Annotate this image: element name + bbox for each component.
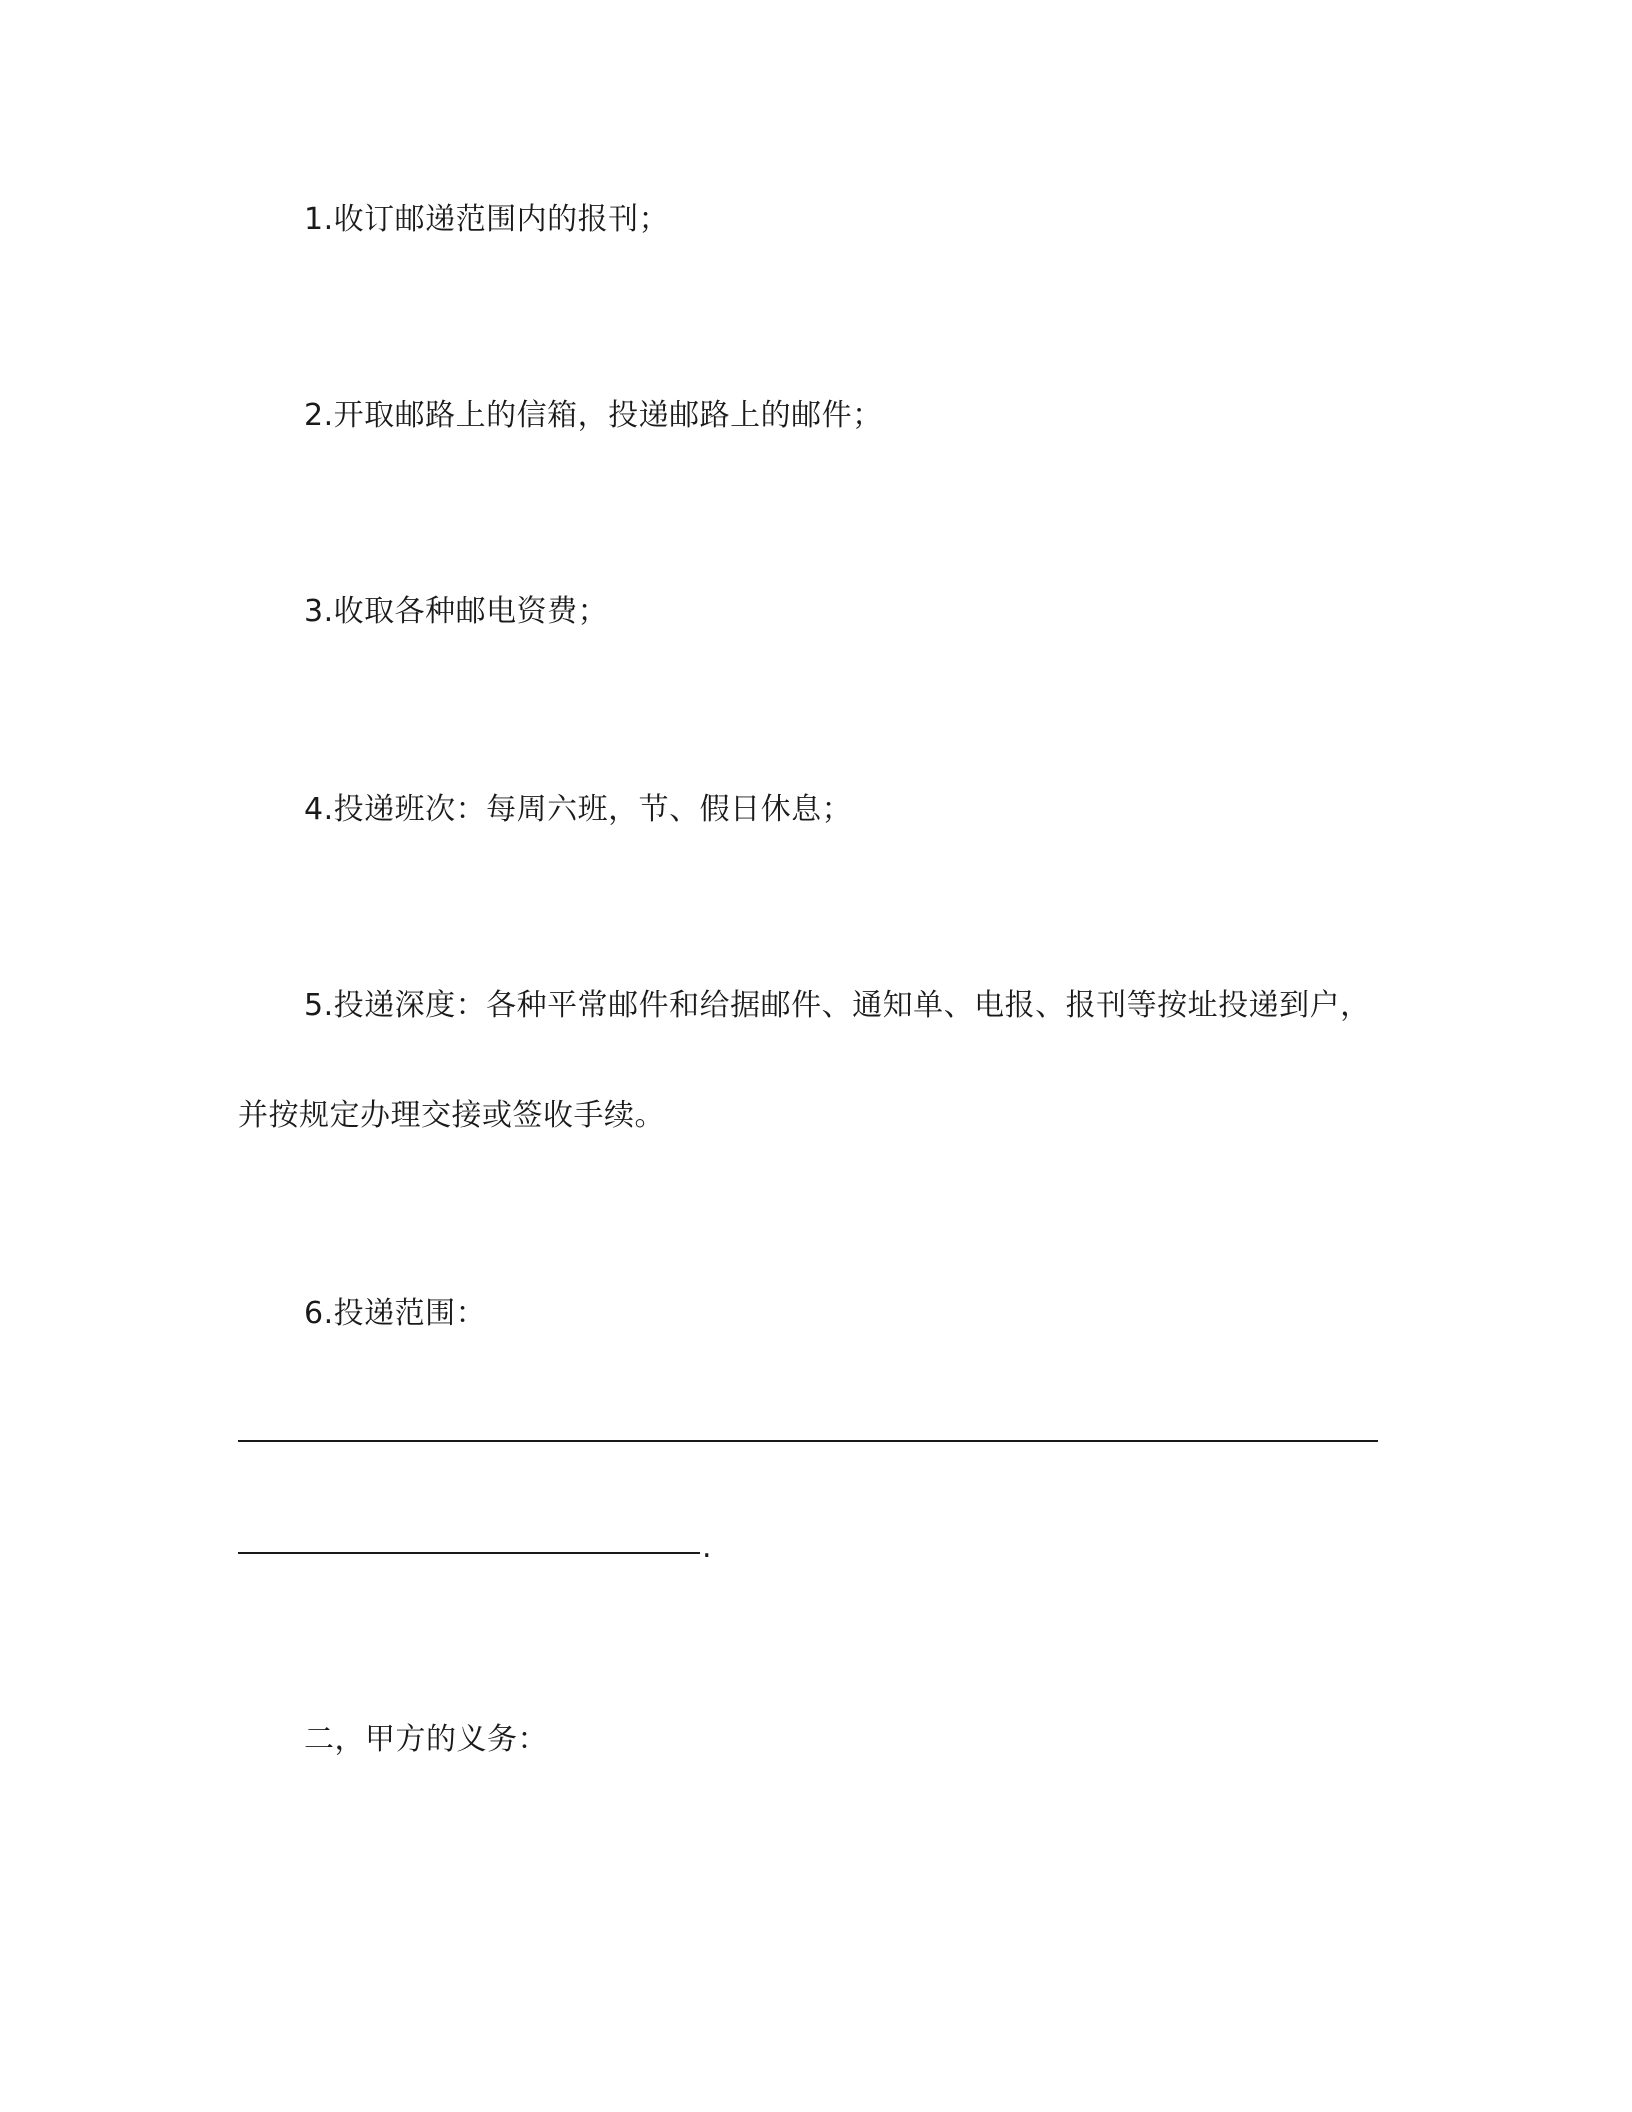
section-heading: 二，甲方的义务： [304, 1722, 548, 1757]
item-4: 4.投递班次：每周六班，节、假日休息； [304, 792, 853, 827]
item-2: 2.开取邮路上的信箱，投递邮路上的邮件； [304, 398, 883, 433]
fill-in-blank-line-2 [238, 1552, 700, 1554]
blank-end-period: . [702, 1530, 712, 1565]
item-1: 1.收订邮递范围内的报刊； [304, 202, 670, 237]
item-5: 5.投递深度：各种平常邮件和给据邮件、通知单、电报、报刊等按址投递到户， [304, 988, 1371, 1023]
item-6: 6.投递范围： [304, 1296, 487, 1331]
fill-in-blank-line-1 [238, 1440, 1378, 1442]
item-3: 3.收取各种邮电资费； [304, 594, 609, 629]
item-5-continuation: 并按规定办理交接或签收手续。 [238, 1098, 665, 1133]
